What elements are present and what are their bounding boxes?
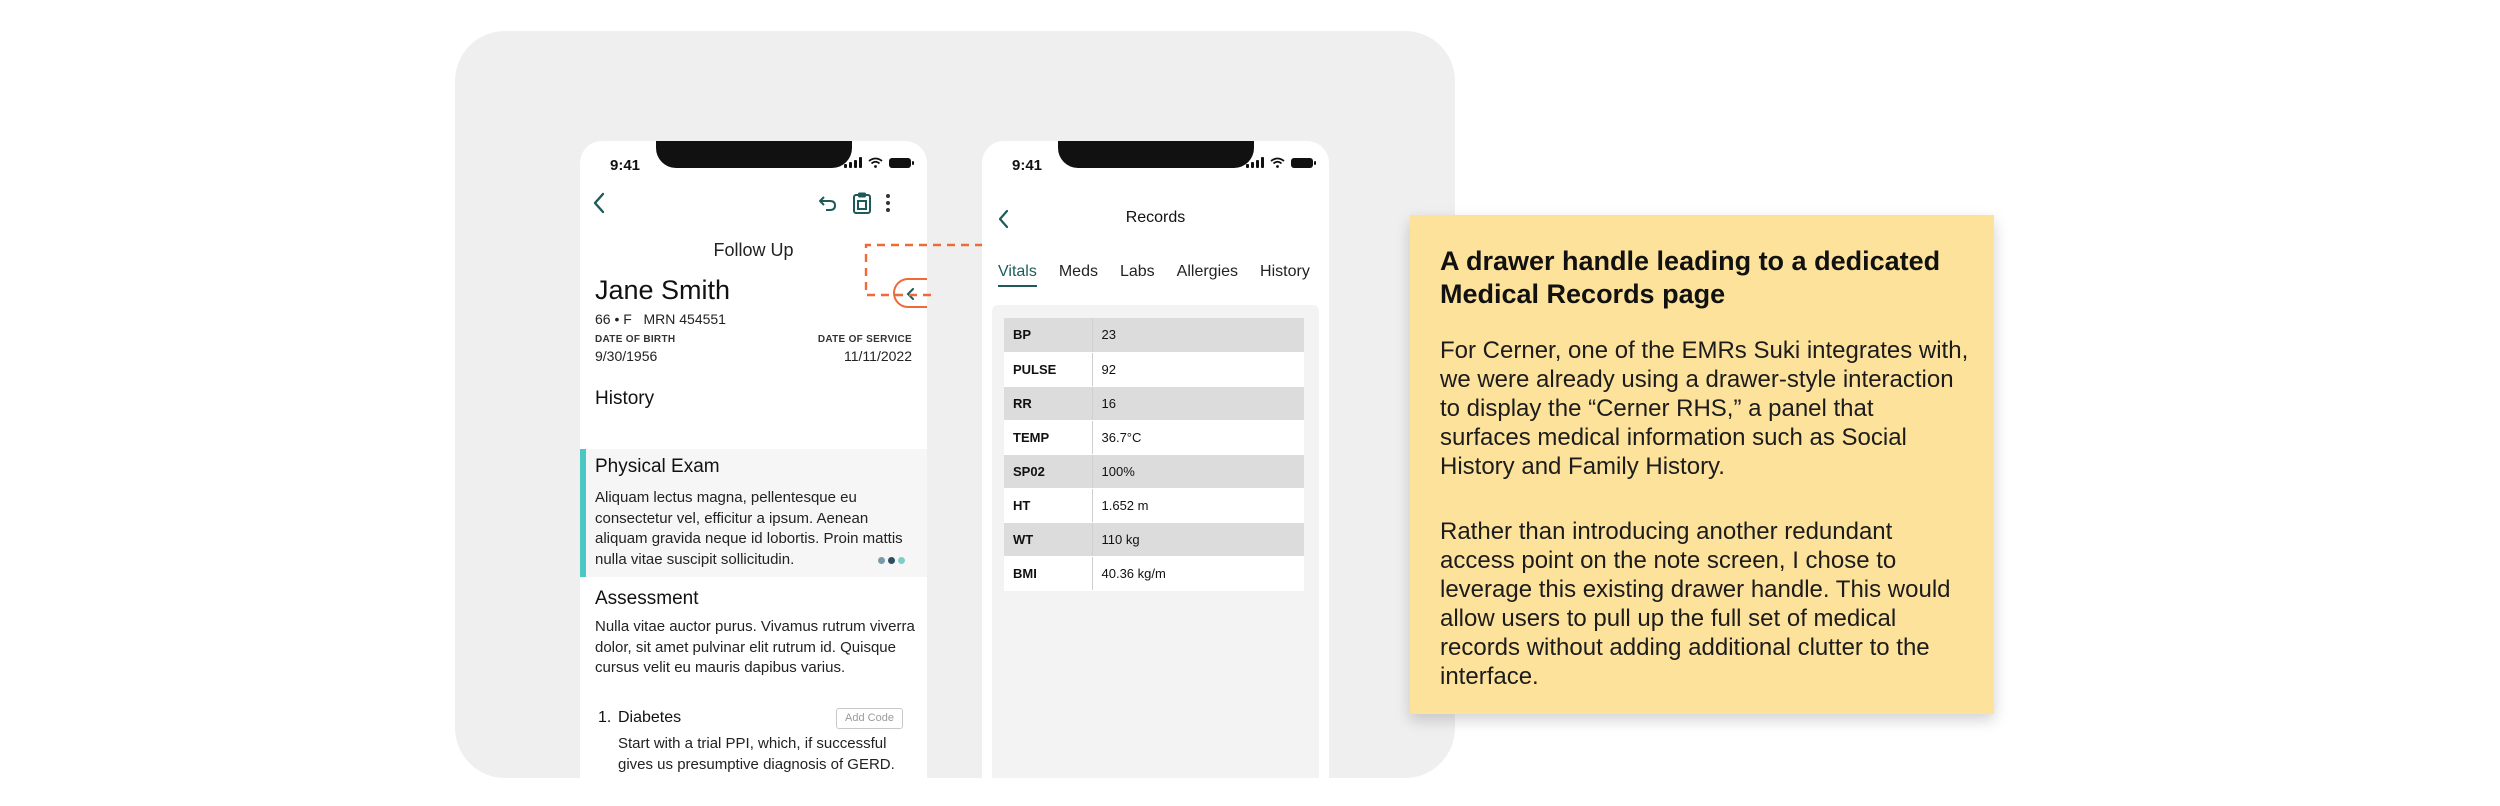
physical-exam-text[interactable]: Aliquam lectus magna, pellentesque eu consectetur vel, efficitur a ipsum. Aenean aliquam gravida neque id lobortis. Proin mattis nulla vitae suscipit sollicitudin. — [595, 489, 903, 568]
patient-name: Jane Smith — [595, 275, 731, 305]
vital-value: 1.652 m — [1092, 488, 1304, 522]
table-row — [1004, 420, 1304, 454]
vital-label: RR — [1004, 386, 1092, 420]
vital-label: BP — [1004, 318, 1092, 352]
status-time: 9:41 — [1012, 157, 1043, 174]
cellular-signal-icon — [844, 157, 862, 168]
clipboard-icon[interactable] — [852, 191, 872, 215]
battery-icon — [889, 158, 911, 168]
tab-labs[interactable]: Labs — [1119, 263, 1155, 280]
vital-label: SP02 — [1004, 454, 1092, 488]
undo-icon[interactable] — [818, 194, 838, 212]
phone-notch — [656, 141, 852, 168]
diagnosis-number: 1. — [598, 709, 612, 726]
annotation-paragraph: For Cerner, one of the EMRs Suki integrates with, we were already using a drawer-style interaction to display the “Cerner RHS,” a panel that surfaces medical information such as Social History and Family History. — [1440, 337, 1969, 480]
vital-value: 110 kg — [1092, 522, 1304, 556]
tab-allergies[interactable]: Allergies — [1176, 263, 1239, 280]
vital-value: 92 — [1092, 352, 1304, 386]
vital-value: 23 — [1092, 318, 1304, 352]
cellular-signal-icon — [1246, 157, 1264, 168]
wifi-icon — [868, 157, 883, 168]
table-row — [1004, 522, 1304, 556]
records-screen-phone — [982, 141, 1329, 778]
physical-exam-title: Physical Exam — [595, 456, 720, 477]
table-row — [1004, 352, 1304, 386]
table-row — [1004, 386, 1304, 420]
indicator-dot — [898, 557, 905, 564]
dob-label: DATE OF BIRTH — [595, 334, 676, 345]
vitals-table — [1004, 318, 1304, 591]
phone-notch — [1058, 141, 1254, 168]
history-section-title[interactable]: History — [595, 388, 655, 409]
status-icons — [844, 157, 911, 168]
vital-label: HT — [1004, 488, 1092, 522]
table-row — [1004, 454, 1304, 488]
indicator-dot — [878, 557, 885, 564]
vital-value: 40.36 kg/m — [1092, 556, 1304, 590]
vital-label: TEMP — [1004, 420, 1092, 454]
vital-value: 100% — [1092, 454, 1304, 488]
tab-meds[interactable]: Meds — [1058, 263, 1098, 280]
dos-label: DATE OF SERVICE — [817, 334, 912, 345]
records-title: Records — [1125, 209, 1186, 226]
status-time: 9:41 — [610, 157, 641, 174]
vital-value: 36.7°C — [1092, 420, 1304, 454]
annotation-paragraph: Rather than introducing another redundant access point on the note screen, I chose to leverage this existing drawer handle. This would allow users to pull up the full set of medical records without adding additional clutter to the interface. — [1440, 518, 1951, 690]
back-chevron-icon[interactable] — [592, 192, 606, 214]
tab-vitals[interactable]: Vitals — [998, 263, 1037, 287]
wifi-icon — [1270, 157, 1285, 168]
assessment-section-title[interactable]: Assessment — [595, 588, 699, 609]
diagnosis-plan-text[interactable]: Start with a trial PPI, which, if successful gives us presumptive diagnosis of GERD. — [618, 735, 895, 773]
physical-exam-section[interactable] — [580, 449, 927, 577]
indicator-dot — [888, 557, 895, 564]
battery-icon — [1291, 158, 1313, 168]
patient-meta: 66 • F MRN 454551 — [595, 311, 726, 327]
dob-value: 9/30/1956 — [595, 348, 658, 364]
active-section-indicator — [580, 449, 586, 577]
vital-value: 16 — [1092, 386, 1304, 420]
vitals-panel — [992, 305, 1319, 778]
vital-label: PULSE — [1004, 352, 1092, 386]
vital-label: BMI — [1004, 556, 1092, 590]
records-tabs — [998, 263, 1310, 287]
assessment-text[interactable]: Nulla vitae auctor purus. Vivamus rutrum viverra dolor, sit amet pulvinar elit rutrum id. Quisque cursus velit eu mauris dapibus varius. — [595, 618, 915, 676]
diagnosis-name[interactable]: Diabetes — [618, 709, 682, 726]
dos-value: 11/11/2022 — [844, 348, 912, 364]
annotation-heading: A drawer handle leading to a dedicated Medical Records page — [1440, 246, 1941, 309]
vital-label: WT — [1004, 522, 1092, 556]
table-row — [1004, 318, 1304, 352]
tab-history[interactable]: History — [1260, 263, 1310, 280]
add-code-button[interactable]: Add Code — [836, 708, 903, 729]
annotation-sticky-note — [1410, 215, 1994, 714]
typing-indicator — [878, 557, 905, 564]
status-icons — [1246, 157, 1313, 168]
note-title: Follow Up — [713, 240, 794, 260]
table-row — [1004, 556, 1304, 590]
table-row — [1004, 488, 1304, 522]
more-vertical-icon[interactable] — [885, 193, 891, 213]
